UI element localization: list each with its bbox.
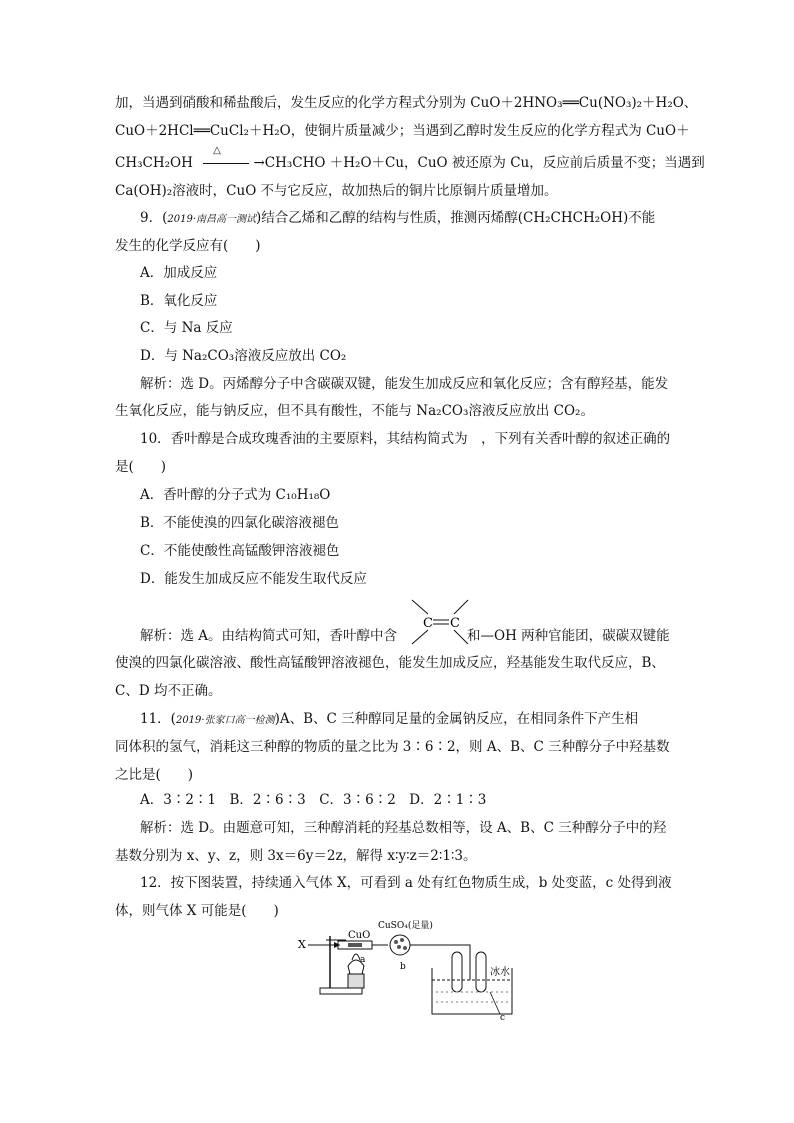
para-line-4: Ca(OH)₂溶液时，CuO 不与它反应，故加热后的铜片比原铜片质量增加。 [115, 183, 558, 199]
granule-4 [403, 946, 407, 950]
q9-stem-text: )结合乙烯和乙醇的结构与性质，推测丙烯醇(CH₂CHCH₂OH)不能 [256, 210, 656, 226]
q9-stem-line-1 [140, 208, 655, 230]
lamp-block [348, 974, 364, 988]
q11-answer-line-1: 解析：选 D。由题意可知，三种醇消耗的羟基总数相等，设 A、B、C 三种醇分子中的羟 [140, 820, 667, 836]
q9-stem-line-2: 发生的化学反应有( ) [115, 238, 261, 254]
q11-source: 2019·张家口高一检测 [175, 715, 275, 726]
q9-option-d: D．与 Na₂CO₃溶液反应放出 CO₂ [140, 348, 347, 364]
drying-tube [390, 935, 410, 955]
granule-2 [400, 938, 404, 942]
label-cuo: CuO [348, 930, 371, 941]
heat-symbol: △ [213, 145, 221, 156]
q9-option-c: C．与 Na 反应 [140, 320, 233, 336]
q9-answer-line-2: 生氧化反应，能与钠反应，但不具有酸性，不能与 Na₂CO₃溶液反应放出 CO₂。 [115, 403, 594, 419]
q9-option-a: A．加成反应 [140, 265, 218, 281]
granule-3 [397, 945, 401, 949]
q11-stem-line-3: 之比是( ) [115, 767, 194, 783]
ethanol-formula: CH₃CH₂OH [115, 155, 193, 171]
q9-answer-line-1: 解析：选 D。丙烯醇分子中含碳碳双键，能发生加成反应和氧化反应；含有醇羟基，能发 [140, 376, 669, 392]
outlet-tube [410, 945, 470, 980]
q11-stem-line-1 [140, 709, 638, 731]
q9-num: 9．( [140, 210, 168, 226]
carbon-right: C [450, 616, 460, 631]
q12-stem-line-1: 12．按下图装置，持续通入气体 X，可看到 a 处有红色物质生成，b 处变蓝，c 处得到液 [140, 875, 672, 891]
q11-stem-text: )A、B、C 三种醇同足量的金属钠反应，在相同条件下产生相 [274, 711, 639, 727]
label-x: X [298, 938, 306, 951]
para-line-3 [115, 145, 705, 173]
q10-answer-part-2: 和—OH 两种官能团，碳碳双键能 [467, 628, 670, 644]
cuo-powder [348, 943, 362, 947]
para-line-2: CuO＋2HCl══CuCl₂＋H₂O，使铜片质量减少；当遇到乙醇时发生反应的化学方程式为 CuO＋ [115, 123, 690, 139]
label-ice-water: 冰水 [490, 967, 510, 978]
bond-upper-left [412, 600, 428, 614]
q10-option-c: C．不能使酸性高锰酸钾溶液褪色 [140, 543, 340, 559]
q11-answer-line-2: 基数分别为 x、y、z，则 3x＝6y＝2z，解得 x∶y∶z＝2∶1∶3。 [115, 848, 477, 864]
carbon-left: C [423, 616, 433, 631]
q10-answer-line-3: C、D 均不正确。 [115, 683, 222, 699]
apparatus-diagram [290, 918, 530, 1020]
label-cuso4: CuSO₄(足量) [378, 921, 433, 931]
q10-answer-part-1: 解析：选 A。由结构简式可知，香叶醇中含 [140, 628, 398, 644]
label-a: a [360, 955, 366, 965]
test-tube-1 [452, 952, 462, 992]
q9-option-b: B．氧化反应 [140, 293, 218, 309]
granule-1 [394, 940, 398, 944]
q11-stem-line-2: 同体积的氢气，消耗这三种醇的物质的量之比为 3∶6∶2，则 A、B、C 三种醇分子中羟基数 [115, 739, 670, 755]
arrow-line [203, 163, 249, 164]
label-b: b [400, 962, 406, 972]
inlet-arrow-icon [334, 942, 340, 948]
heat-arrow [197, 145, 249, 173]
q12-stem-line-2: 体，则气体 X 可能是( ) [115, 903, 279, 919]
q10-option-a: A．香叶醇的分子式为 C₁₀H₁₈O [140, 487, 331, 503]
bond-upper-right [454, 600, 468, 614]
q11-num: 11．( [140, 711, 176, 727]
reaction-product-text: →CH₃CHO ＋H₂O＋Cu，CuO 被还原为 Cu，反应前后质量不变；当遇到 [253, 155, 705, 171]
q9-source: 2019·南昌高一测试 [167, 214, 256, 225]
test-tube-2 [476, 952, 486, 992]
q11-options: A．3∶2∶1 B．2∶6∶3 C．3∶6∶2 D．2∶1∶3 [140, 792, 487, 808]
q10-option-d: D．能发生加成反应不能发生取代反应 [140, 571, 367, 587]
label-c-leader [490, 992, 500, 1014]
q10-answer-line-2: 使溴的四氯化碳溶液、酸性高锰酸钾溶液褪色，能发生加成反应，羟基能发生取代反应，B、 [115, 655, 665, 671]
stand-base [320, 988, 362, 994]
label-c: c [500, 1013, 506, 1020]
para-line-1: 加，当遇到硝酸和稀盐酸后，发生反应的化学方程式分别为 CuO＋2HNO₃══Cu(NO₃)₂＋H₂O、 [115, 95, 698, 111]
q10-option-b: B．不能使溴的四氯化碳溶液褪色 [140, 515, 339, 531]
q10-answer-line-1 [140, 626, 670, 646]
flame-icon [352, 954, 360, 960]
q10-stem-line-2: 是( ) [115, 459, 167, 475]
q10-stem-line-1: 10．香叶醇是合成玫瑰香油的主要原料，其结构简式为 ，下列有关香叶醇的叙述正确的 [140, 431, 671, 447]
